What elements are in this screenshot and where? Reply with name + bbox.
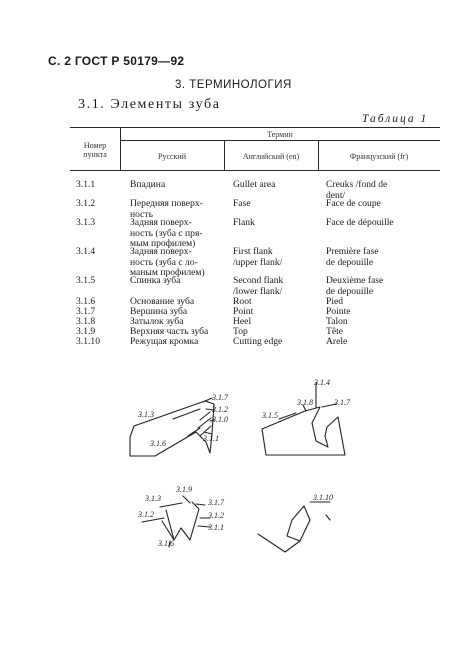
fig3-label: 3.1.1 <box>208 523 224 532</box>
header-ru: Русский <box>158 152 186 161</box>
fig1-label: 3.1.3 <box>138 410 154 419</box>
row-term-fr: Arele <box>326 336 348 347</box>
row-term-en: Flank <box>233 217 255 228</box>
row-term-ru: Вершина зуба <box>130 306 188 317</box>
header-en: Английский (en) <box>242 152 300 161</box>
row-number: 3.1.1 <box>76 179 96 190</box>
fig2-label: 3.1.4 <box>314 378 330 387</box>
fig1-label: 3.1.0 <box>212 415 228 424</box>
row-number: 3.1.3 <box>76 217 96 228</box>
header-fr: Французский (fr) <box>349 152 409 161</box>
row-term-ru: Верхняя часть зуба <box>130 326 209 337</box>
row-number: 3.1.2 <box>76 198 96 209</box>
fig3-label: 3.1.3 <box>145 494 161 503</box>
row-number: 3.1.5 <box>76 275 96 286</box>
fig2-label: 3.1.8 <box>297 398 313 407</box>
fig3-label: 3.1.6 <box>158 539 174 548</box>
row-term-en: Point <box>233 306 254 317</box>
row-term-en: Gullet area <box>233 179 276 190</box>
figure-top-tooth <box>142 496 210 547</box>
row-term-ru: Спинка зуба <box>130 275 181 286</box>
fig3-label: 3.1.9 <box>176 485 192 494</box>
fig1-label: 3.1.6 <box>150 439 166 448</box>
row-term-fr: Talon <box>326 316 348 327</box>
section-title: 3. ТЕРМИНОЛОГИЯ <box>175 79 292 91</box>
row-term-ru: Затылок зуба <box>130 316 184 327</box>
row-term-en: Root <box>233 296 252 307</box>
row-term-ru: Задняя поверх- ность (зуба с пря- мым профилем) <box>130 217 203 250</box>
row-term-fr: Tête <box>326 326 344 337</box>
fig4-label: 3.1.10 <box>313 493 333 502</box>
row-number: 3.1.6 <box>76 296 96 307</box>
row-term-en: Heel <box>233 316 252 327</box>
section-subtitle: 3.1. Элементы зуба <box>78 97 221 112</box>
fig1-label: 3.1.7 <box>212 393 228 402</box>
row-number: 3.1.7 <box>76 306 96 317</box>
row-term-fr: Pointe <box>326 306 351 317</box>
row-number: 3.1.9 <box>76 326 96 337</box>
row-term-fr: Deuxième fase de depouille <box>326 275 384 297</box>
figure-cutting-edge <box>258 502 330 552</box>
page-header: С. 2 ГОСТ Р 50179—92 <box>48 54 185 68</box>
edge-outline <box>258 506 310 552</box>
header-term: Термин <box>267 130 293 139</box>
table-label: Таблица 1 <box>362 113 429 125</box>
row-term-fr: Face de coupe <box>326 198 381 209</box>
row-term-en: Top <box>233 326 248 337</box>
fig3-label: 3.1.2 <box>208 511 224 520</box>
row-number: 3.1.10 <box>76 336 100 347</box>
tooth-outline <box>162 502 199 540</box>
row-term-ru: Режущая кромка <box>130 336 199 347</box>
row-number: 3.1.4 <box>76 246 96 257</box>
leader <box>173 398 214 436</box>
tooth-outline <box>166 510 174 540</box>
fig2-label: 3.1.7 <box>334 398 350 407</box>
leader <box>310 502 330 520</box>
fig2-label: 3.1.5 <box>262 411 278 420</box>
row-term-ru: Впадина <box>130 179 166 190</box>
fig1-label: 3.1.1 <box>203 434 219 443</box>
row-term-en: Second flank /lower flank/ <box>233 275 284 297</box>
fig1-label: 3.1.2 <box>212 405 228 414</box>
row-number: 3.1.8 <box>76 316 96 327</box>
row-term-en: First flank /upper flank/ <box>233 246 283 268</box>
fig3-label: 3.1.2 <box>138 510 154 519</box>
row-term-en: Cutting edge <box>233 336 283 347</box>
row-term-ru: Основание зуба <box>130 296 195 307</box>
leader <box>142 496 210 547</box>
row-term-en: Fase <box>233 198 251 209</box>
figure-straight-tooth <box>130 398 214 456</box>
row-term-ru: Передняя поверх- ность <box>130 198 203 220</box>
header-number: Номер пункта <box>83 141 107 159</box>
row-term-fr: Pied <box>326 296 344 307</box>
row-term-fr: Face de dépouille <box>326 217 394 228</box>
row-term-ru: Задняя поверх- ность (зуба с ло- маным профилем) <box>130 246 205 279</box>
fig3-label: 3.1.7 <box>208 498 224 507</box>
row-term-fr: Première fase de depouille <box>326 246 379 268</box>
row-term-fr: Creuks /fond de dent/ <box>326 179 388 201</box>
